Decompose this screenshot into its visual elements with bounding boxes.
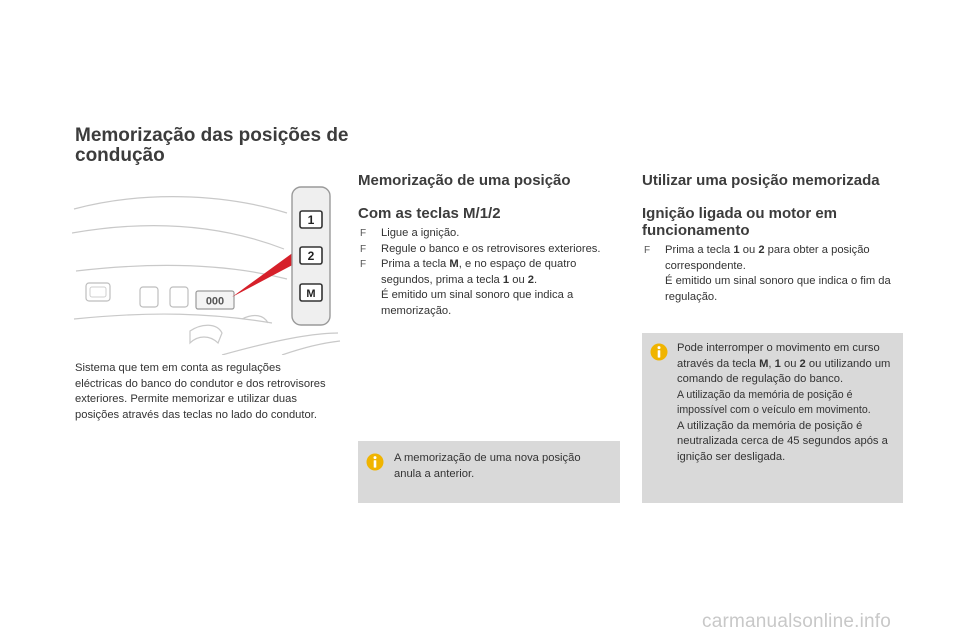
use-steps bbox=[642, 243, 904, 305]
subheading-ignition: Ignição ligada ou motor em funcionamento bbox=[642, 205, 838, 239]
door-trim-line bbox=[76, 265, 287, 279]
pointer-arrow bbox=[232, 249, 300, 297]
memory-key-1-label: 1 bbox=[307, 213, 315, 227]
note-text: A memorização de uma nova posição anula a anterior. bbox=[394, 452, 581, 480]
memory-key-m[interactable] bbox=[300, 284, 322, 301]
door-trim-line bbox=[72, 226, 284, 249]
key-m-ref: M bbox=[449, 258, 459, 270]
step-item bbox=[358, 242, 608, 258]
step-item bbox=[358, 226, 608, 242]
note-text: Pode interromper o movimento em curso através da tecla M, 1 ou 2 ou utilizando um comando de regulação do banco. A utilização da memória de posição é impossível com o veículo em movimento. A utilização da memória de posição é neutralizada cerca de 45 segundos após a ignição ser desligada. bbox=[677, 342, 891, 463]
step-marker: F bbox=[360, 243, 367, 255]
memory-key-2[interactable] bbox=[300, 247, 322, 264]
key-1-ref: 1 bbox=[733, 244, 740, 256]
key-2-ref: 2 bbox=[758, 244, 765, 256]
memory-key-1[interactable] bbox=[300, 211, 322, 228]
step-item bbox=[642, 243, 904, 305]
key-1-ref: 1 bbox=[502, 273, 510, 286]
note-box-memorize bbox=[358, 441, 620, 503]
step-item bbox=[358, 257, 608, 319]
seat-memory-illustration bbox=[72, 183, 342, 355]
step-text: Prima a tecla 1 ou 2 para obter a posição correspondente. É emitido um sinal sonoro que indica o fim da regulação. bbox=[665, 244, 891, 303]
note-line-neutralized: A utilização da memória de posição é neutralizada cerca de 45 segundos após a ignição ser desligada. bbox=[677, 419, 888, 463]
info-icon bbox=[650, 343, 668, 361]
step-result: É emitido um sinal sonoro que indica o fim da regulação. bbox=[665, 275, 891, 303]
memory-key-2-label: 2 bbox=[307, 249, 315, 263]
memorize-steps bbox=[358, 226, 608, 319]
subheading-keys: Com as teclas M/1/2 bbox=[358, 205, 501, 222]
door-trim-line bbox=[74, 197, 287, 213]
step-text: Prima a tecla M, e no espaço de quatro segundos, prima a tecla 1 ou 2. É emitido um sinal sonoro que indica a memorização. bbox=[381, 258, 577, 317]
section-heading-memorize: Memorização de uma posição bbox=[358, 172, 571, 189]
info-icon bbox=[366, 453, 384, 471]
intro-text: Sistema que tem em conta as regulações eléctricas do banco do condutor e dos retrovisores exteriores. Permite memorizar e utilizar duas posições através das teclas no lado do condutor. bbox=[75, 362, 326, 421]
step-text: Ligue a ignição. bbox=[381, 227, 460, 239]
step-result: É emitido um sinal sonoro que indica a memorização. bbox=[381, 289, 574, 317]
watermark: carmanualsonline.info bbox=[702, 611, 892, 632]
page-title: Memorização das posições de condução bbox=[75, 125, 349, 166]
door-trim-line bbox=[282, 341, 340, 355]
memory-key-m-label: M bbox=[306, 288, 316, 300]
step-marker: F bbox=[360, 228, 367, 239]
step-marker: F bbox=[360, 259, 367, 270]
step-text: Regule o banco e os retrovisores exteriores. bbox=[381, 242, 601, 255]
section-heading-use: Utilizar uma posição memorizada bbox=[642, 172, 880, 189]
note-line-moving: A utilização da memória de posição é impossível com o veículo em movimento. bbox=[677, 388, 871, 416]
key-2-ref: 2 bbox=[527, 273, 535, 286]
note-box-use bbox=[642, 333, 903, 503]
memory-display: 000 bbox=[205, 295, 225, 308]
step-marker: F bbox=[644, 245, 651, 256]
